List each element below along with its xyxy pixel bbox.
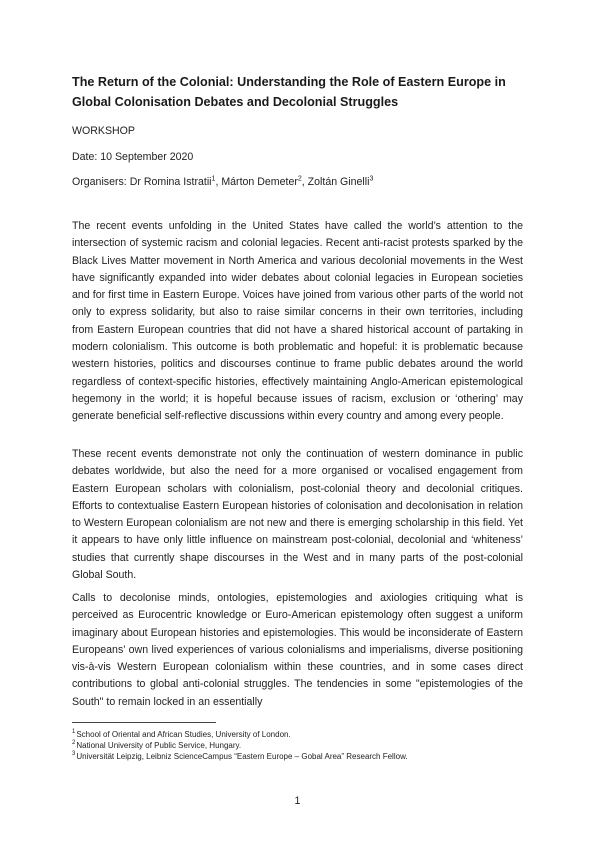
footnote-mark: 1: [72, 729, 76, 736]
footnote-reference: 1: [211, 175, 216, 183]
footnote-separator: [72, 722, 216, 723]
footnotes: [72, 729, 523, 762]
footnote-mark: 2: [72, 740, 76, 747]
document-label: WORKSHOP: [72, 125, 135, 137]
footnote: [72, 729, 523, 740]
organiser-name: Zoltán Ginelli: [307, 176, 370, 188]
document-title: The Return of the Colonial: Understanding the Role of Eastern Europe in Global Colonisation Debates and Decolonial Struggles: [72, 75, 506, 109]
organisers-prefix: Organisers:: [72, 176, 130, 188]
organisers-line: [72, 176, 373, 188]
document-date: Date: 10 September 2020: [72, 151, 194, 163]
footnote-reference: 2: [297, 175, 302, 183]
body-paragraph: Calls to decolonise minds, ontologies, epistemologies and axiologies critiquing what is perceived as Eurocentric knowledge or Euro-American epistemology often suggest a uniform imaginary about European histories and epistemologies. This would be inconsiderate of Eastern Europeans’ own lived experiences of various colonialisms and imperialisms, diverse positioning vis-à-vis Western European colonialism within these countries, and in some cases direct contributions to global anti-colonial struggles. The tendencies in some "epistemologies of the South" to remain locked in an essentially: [72, 592, 523, 708]
footnote: [72, 740, 523, 751]
footnote-text: National University of Public Service, Hungary.: [76, 741, 242, 750]
organiser-separator: ,: [215, 176, 222, 188]
organiser-name: Márton Demeter: [221, 176, 298, 188]
footnote-reference: 3: [369, 175, 374, 183]
footnote-text: Universität Leipzig, Leibniz ScienceCampus “Eastern Europe – Gobal Area” Research Fellow.: [76, 752, 408, 761]
footnote: [72, 751, 523, 762]
footnote-mark: 3: [72, 751, 76, 758]
organiser-separator: ,: [301, 176, 308, 188]
body-paragraph: The recent events unfolding in the United States have called the world’s attention to the intersection of systemic racism and colonial legacies. Recent anti-racist protests sparked by the Black Lives Matter movement in North America and various decolonial movements in the West have significantly expanded into wider debates about colonial legacies in European societies and for first time in Eastern Europe. Voices have joined from various other parts of the world not only to express solidarity, but also to raise similar concerns in their own territories, including from Eastern European countries that did not have a shared historical account of partaking in modern colonialism. This outcome is both problematic and hopeful: it is problematic because western histories, politics and discourses continue to frame public debates around the world regardless of context-specific histories, effectively maintaining Anglo-American epistemological hegemony in the world; it is hopeful because issues of racism, exclusion or ‘othering’ may generate beneficial self-reflective discussions within every country and among every people.: [72, 220, 523, 423]
organiser-name: Dr Romina Istratii: [129, 176, 212, 188]
page-number: 1: [294, 795, 301, 807]
footnote-text: School of Oriental and African Studies, University of London.: [76, 730, 291, 739]
body-paragraph: These recent events demonstrate not only the continuation of western dominance in public debates worldwide, but also the need for a more organised or vocalised engagement from Eastern European scholars with colonialism, post-colonial theory and decolonial critiques. Efforts to contextualise Eastern European histories of colonisation and decolonisation in relation to Western European colonialism are not new and there is emerging scholarship in this field. Yet it appears to have only little influence on mainstream post-colonial, decolonial and ‘whiteness’ studies that currently shape discourses in the West and in many parts of the post-colonial Global South.: [72, 448, 523, 582]
